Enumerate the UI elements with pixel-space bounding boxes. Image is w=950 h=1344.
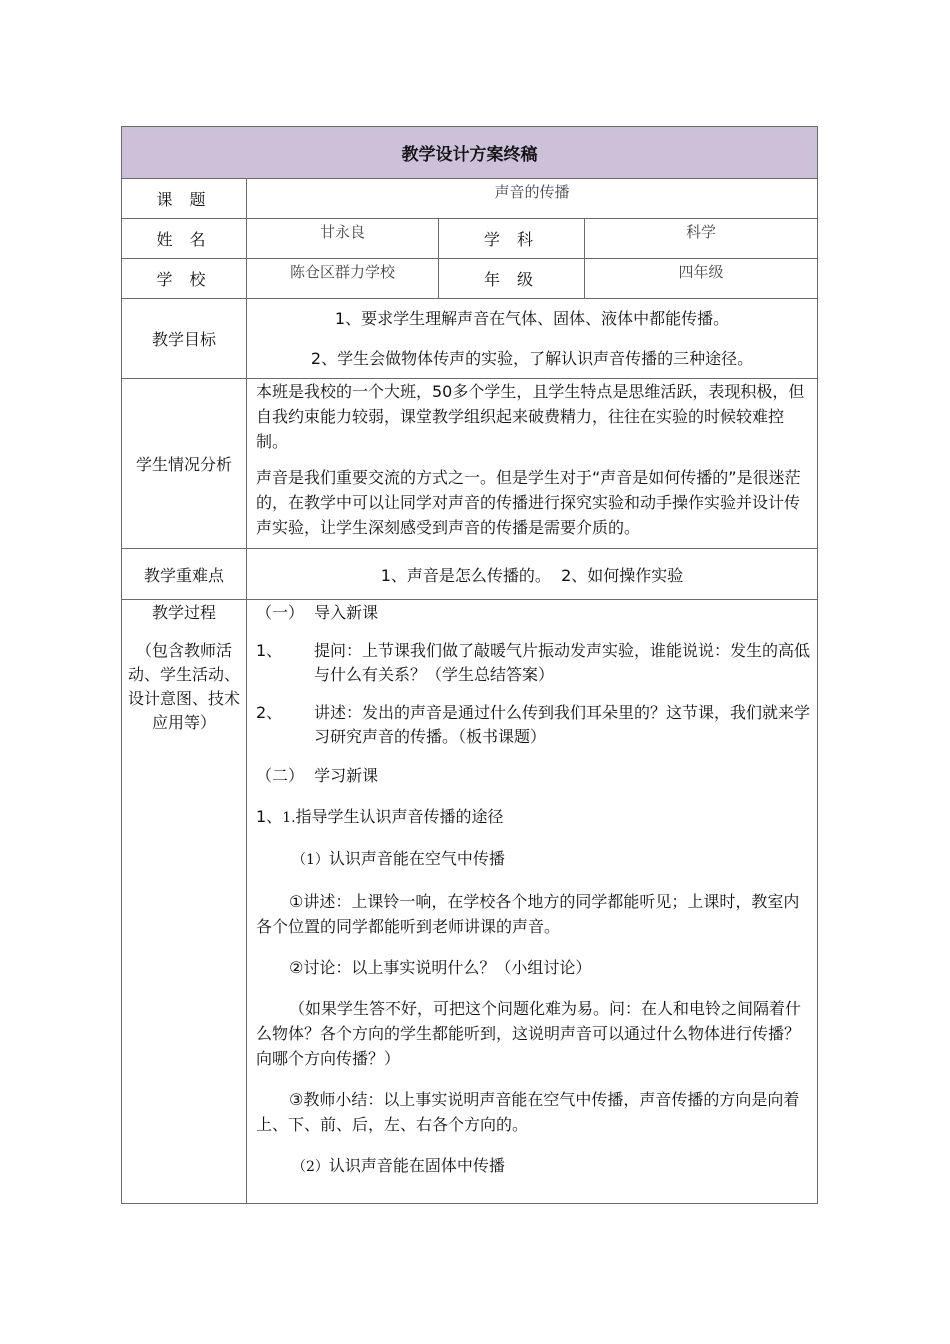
analysis-paragraph-1: 本班是我校的一个大班，50多个学生，且学生特点是思维活跃，表现积极，但自我约束能力较弱，课堂教学组织起来破费精力，往往在实验的时候较难控制。 xyxy=(256,382,805,451)
section-intro-heading: （一） 导入新课 xyxy=(256,603,379,622)
subject-value: 科学 xyxy=(585,219,818,259)
subsection-1a-text: 认识声音能在空气中传播 xyxy=(328,849,505,868)
process-item-1 xyxy=(256,639,811,687)
subsection-1-heading xyxy=(256,805,811,830)
analysis-label: 学生情况分析 xyxy=(122,379,247,549)
process-label: 教学过程 xyxy=(151,603,216,622)
process-item-1-text: 提问：上节课我们做了敲暖气片振动发声实验，谁能说说：发生的高低与什么有关系？（学生总结答案） xyxy=(314,641,811,684)
subsection-1-roman: 1. xyxy=(282,810,296,826)
process-item-1-number: 1、 xyxy=(256,641,283,660)
subsection-1-prefix: 1、 xyxy=(256,807,283,826)
section-new-lesson-heading: （二） 学习新课 xyxy=(256,766,379,785)
topic-label: 课 题 xyxy=(122,179,247,219)
key-points-value: 1、声音是怎么传播的。 2、如何操作实验 xyxy=(247,549,818,600)
subsection-1b-number: （2） xyxy=(292,1159,329,1175)
grade-label: 年 级 xyxy=(439,259,585,299)
process-label-note: （包含教师活动、学生活动、设计意图、技术应用等） xyxy=(128,641,241,732)
goals-cell xyxy=(247,299,818,379)
topic-value: 声音的传播 xyxy=(247,179,818,219)
analysis-paragraph-2: 声音是我们重要交流的方式之一。但是学生对于“声音是如何传播的”是很迷茫的，在教学中可以让同学对声音的传播进行探究实验和动手操作实验并设计传声实验，让学生深刻感受到声音的传播是需要介质的。 xyxy=(256,468,801,537)
process-paragraph-3: （如果学生答不好，可把这个问题化难为易。问：在人和电铃之间隔着什么物体？各个方向的学生都能听到，这说明声音可以通过什么物体进行传播？向哪个方向传播？） xyxy=(256,999,802,1068)
school-label: 学 校 xyxy=(122,259,247,299)
goals-label: 教学目标 xyxy=(122,299,247,379)
process-cell xyxy=(247,600,818,1204)
subsection-1-text: 指导学生认识声音传播的途径 xyxy=(295,807,504,826)
process-label-cell xyxy=(122,600,247,1204)
process-item-2-number: 2、 xyxy=(256,703,283,722)
subject-label: 学 科 xyxy=(439,219,585,259)
goal-item-1: 1、要求学生理解声音在气体、固体、液体中都能传播。 xyxy=(334,308,730,328)
subsection-1a-heading xyxy=(256,847,811,872)
process-item-2-text: 讲述：发出的声音是通过什么传到我们耳朵里的？这节课，我们就来学习研究声音的传播。（板书课题） xyxy=(314,703,811,746)
grade-value: 四年级 xyxy=(585,259,818,299)
subsection-1b-heading xyxy=(256,1154,811,1179)
key-points-label: 教学重难点 xyxy=(122,549,247,600)
process-paragraph-2: ②讨论：以上事实说明什么？（小组讨论） xyxy=(289,958,592,977)
subsection-1a-number: （1） xyxy=(292,852,329,868)
process-paragraph-1: ①讲述：上课铃一响，在学校各个地方的同学都能听见；上课时，教室内各个位置的同学都能听到老师讲课的声音。 xyxy=(256,892,800,936)
name-label: 姓 名 xyxy=(122,219,247,259)
process-paragraph-4: ③教师小结：以上事实说明声音能在空气中传播，声音传播的方向是向着上、下、前、后，左、右各个方向的。 xyxy=(256,1090,800,1134)
school-value: 陈仓区群力学校 xyxy=(247,259,439,299)
lesson-plan-table xyxy=(121,126,818,1204)
name-value: 甘永良 xyxy=(247,219,439,259)
goal-item-2: 2、学生会做物体传声的实验，了解认识声音传播的三种途径。 xyxy=(310,348,754,368)
analysis-cell xyxy=(247,379,818,549)
process-item-2 xyxy=(256,701,811,749)
doc-title: 教学设计方案终稿 xyxy=(122,127,818,179)
subsection-1b-text: 认识声音能在固体中传播 xyxy=(328,1156,505,1175)
